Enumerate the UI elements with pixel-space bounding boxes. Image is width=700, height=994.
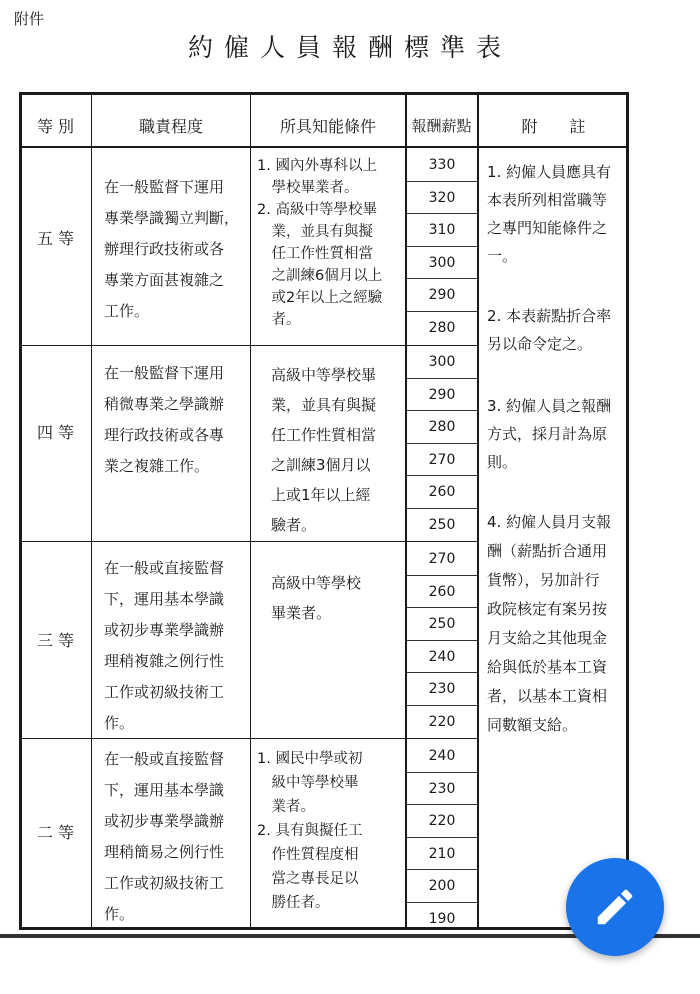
note-2: 2. 本表薪點折合率 另以命令定之。 <box>487 307 612 353</box>
points-list: 270 260 250 240 230 220 <box>407 543 477 738</box>
duty-text: 在一般或直接監督 下，運用基本學識 或初步專業學識辦 理稍簡易之例行性 工作或初級技術工 作。 <box>104 750 225 923</box>
points-list: 330 320 310 300 290 280 <box>407 149 477 344</box>
header-grade: 等 別 <box>36 117 75 136</box>
skill-text: 1. 國內外專科以上 學校畢業者。 2. 高級中等學校畢 業，並具有與擬 任工作性質相當 之訓練6個月以上 或2年以上之經驗 者。 <box>257 158 383 328</box>
edit-pencil-icon <box>592 884 638 930</box>
edit-button[interactable] <box>566 858 664 956</box>
note-4: 4. 約僱人員月支報 酬（薪點折合通用 貨幣），另加計行 政院核定有案另按 月支給之其他現金 給與低於基本工資 者，以基本工資相 同數額支給。 <box>487 513 612 734</box>
header-points: 報酬薪點 <box>411 117 472 135</box>
grade-label: 四 等 <box>36 423 75 442</box>
grade-label: 五 等 <box>36 229 75 248</box>
skill-text: 高級中等學校畢 業，並具有與擬 任工作性質相當 之訓練3個月以 上或1年以上經 驗者。 <box>271 366 377 534</box>
duty-text: 在一般監督下運用 稍微專業之學識辦 理行政技術或各專 業之複雜工作。 <box>104 364 225 475</box>
note-1: 1. 約僱人員應具有 本表所列相當職等 之專門知能條件之 一。 <box>487 163 612 265</box>
grade-label: 二 等 <box>36 823 75 842</box>
points-list: 300 290 280 270 260 250 <box>407 346 477 541</box>
document-title: 約僱人員報酬標準表 <box>187 33 512 62</box>
duty-text: 在一般或直接監督 下，運用基本學識 或初步專業學識辦 理稍複雜之例行性 工作或初級技術工 作。 <box>104 559 225 732</box>
attachment-label: 附件 <box>14 10 45 28</box>
duty-text: 在一般監督下運用 專業學識獨立判斷， 辦理行政技術或各 專業方面甚複雜之 工作。 <box>104 178 240 320</box>
header-skill: 所具知能條件 <box>279 117 376 136</box>
header-notes: 附 註 <box>521 117 586 136</box>
skill-text: 1. 國民中學或初 級中等學校畢 業者。 2. 具有與擬任工 作性質程度相 當之專長足以 勝任者。 <box>257 751 363 911</box>
header-duty: 職責程度 <box>138 117 203 136</box>
skill-text: 高級中等學校 畢業者。 <box>271 574 362 622</box>
grade-label: 三 等 <box>36 631 75 650</box>
points-list: 240 230 220 210 200 190 <box>407 740 477 935</box>
note-3: 3. 約僱人員之報酬 方式，採月計為原 則。 <box>487 397 612 471</box>
